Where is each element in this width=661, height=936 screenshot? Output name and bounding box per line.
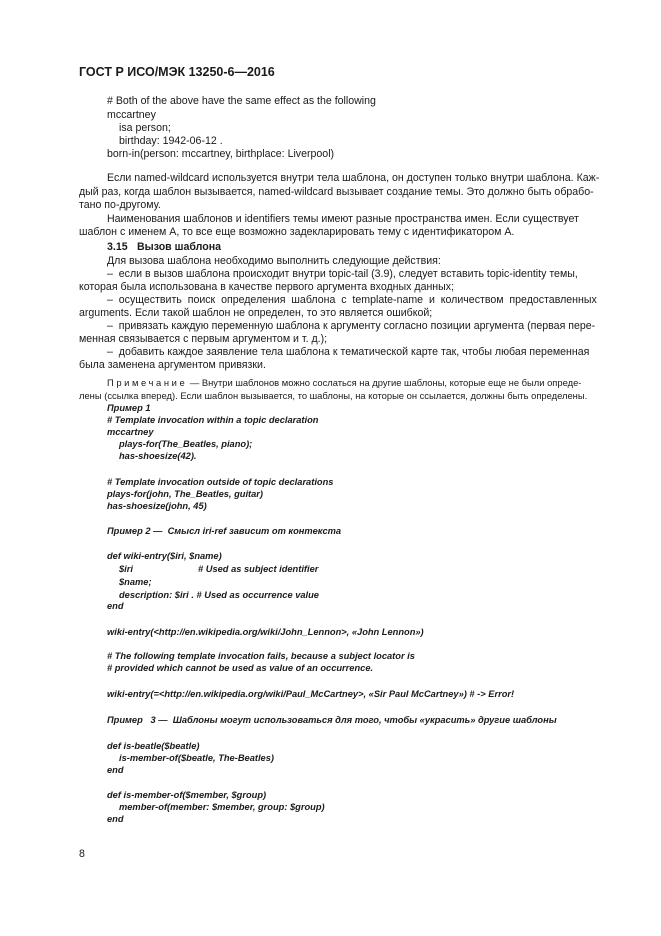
paragraph-line: шаблон с именем А, то все еще возможно задекларировать тему с идентификатором А. [79, 226, 515, 238]
section-title: Вызов шаблона [137, 241, 221, 253]
code-line: end [107, 601, 124, 611]
list-item: – добавить каждое заявление тела шаблона к тематической карте так, чтобы любая переменная [107, 346, 590, 358]
note-text: — Внутри шаблонов можно сослаться на другие шаблоны, которые еще не были опреде- [187, 377, 582, 388]
code-line: def is-beatle($beatle) [107, 741, 200, 751]
note-line [107, 378, 581, 387]
note-label: Примечание [107, 377, 188, 388]
code-line: plays-for(john, The_Beatles, guitar) [107, 489, 264, 499]
note-line: лены (ссылка вперед). Если шаблон вызывается, то шаблоны, на которые он ссылается, должны быть определены. [79, 390, 588, 401]
code-line: is-member-of($beatle, The-Beatles) [119, 753, 274, 763]
code-line: def wiki-entry($iri, $name) [107, 551, 222, 561]
section-number: 3.15 [107, 241, 128, 253]
paragraph-line: Для вызова шаблона необходимо выполнить следующие действия: [107, 255, 441, 267]
example-title: Пример 3 — Шаблоны могут использоваться для того, чтобы «украсить» другие шаблоны [107, 715, 557, 725]
page-number: 8 [79, 848, 85, 860]
code-comment: # provided which cannot be used as value of an occurrence. [107, 663, 374, 673]
paragraph-line: тано по-другому. [79, 199, 161, 211]
code-comment: # The following template invocation fails, because a subject locator is [107, 651, 415, 661]
code-line: end [107, 814, 124, 824]
code-line: description: $iri . # Used as occurrence value [119, 590, 319, 600]
code-line: member-of(member: $member, group: $group) [119, 802, 325, 812]
code-line: plays-for(The_Beatles, piano); [119, 439, 253, 449]
paragraph-line: Наименования шаблонов и identifiers темы имеют разные пространства имен. Если существует [107, 213, 579, 225]
example-title: Пример 2 — Смысл iri-ref зависит от контекста [107, 526, 342, 536]
code-line: wiki-entry(<http://en.wikipedia.org/wiki/John_Lennon>, «John Lennon») [107, 627, 424, 637]
code-line: has-shoesize(42). [119, 451, 197, 461]
list-item: – осуществить поиск определения шаблона с template-name и количеством предоставленных [107, 294, 597, 306]
code-line: wiki-entry(=<http://en.wikipedia.org/wiki/Paul_McCartney>, «Sir Paul McCartney») # -> Error! [107, 689, 515, 699]
code-line: mccartney [107, 427, 154, 437]
code-line: end [107, 765, 124, 775]
code-comment: # Template invocation outside of topic declarations [107, 477, 334, 487]
code-line: $iri [119, 564, 133, 574]
list-item-cont: arguments. Если такой шаблон не определен, то это является ошибкой; [79, 307, 433, 319]
list-item-cont: которая была использована в качестве первого аргумента входных данных; [79, 281, 455, 293]
code-line: has-shoesize(john, 45) [107, 501, 207, 511]
code-comment: # Used as subject identifier [198, 564, 319, 574]
code-line: born-in(person: mccartney, birthplace: Liverpool) [107, 148, 335, 160]
list-item-cont: была заменена аргументом привязки. [79, 359, 266, 371]
list-item-cont: менная связывается с первым аргументом и т. д.); [79, 333, 328, 345]
example-title: Пример 1 [107, 403, 151, 413]
code-line: $name; [119, 577, 152, 587]
code-line: def is-member-of($member, $group) [107, 790, 267, 800]
code-line: isa person; [119, 122, 171, 134]
code-comment: # Both of the above have the same effect as the following [107, 95, 376, 107]
document-header: ГОСТ Р ИСО/МЭК 13250-6—2016 [79, 65, 275, 79]
code-comment: # Template invocation within a topic declaration [107, 415, 319, 425]
list-item: – если в вызов шаблона происходит внутри topic-tail (3.9), следует вставить topic-identity темы, [107, 268, 578, 280]
code-line: birthday: 1942-06-12 . [119, 135, 223, 147]
paragraph-line: дый раз, когда шаблон вызывается, named-wildcard вызывает создание темы. Это должно быть обрабо- [79, 186, 594, 198]
list-item: – привязать каждую переменную шаблона к аргументу согласно позиции аргумента (первая пере- [107, 320, 596, 332]
paragraph-line: Если named-wildcard используется внутри тела шаблона, он доступен только внутри шаблона. Каж- [107, 172, 600, 184]
code-line: mccartney [107, 109, 156, 121]
